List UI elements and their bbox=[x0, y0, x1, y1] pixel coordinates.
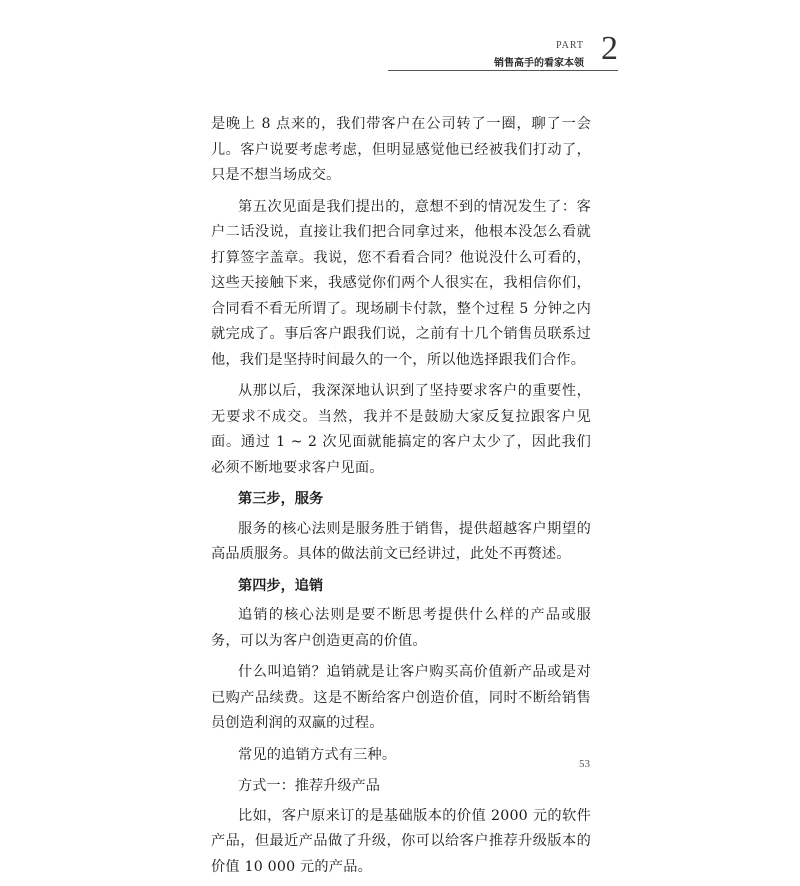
section-heading-step4: 第四步，追销 bbox=[238, 577, 324, 594]
running-header bbox=[358, 30, 618, 78]
paragraph-2: 第五次见面是我们提出的，意想不到的情况发生了：客户二话没说，直接让我们把合同拿过来，他根本没怎么看就打算签字盖章。我说，您不看看合同？他说没什么可看的，这些天接触下来，我感觉你们两个人很实在，我相信你们，合同看不看无所谓了。现场刷卡付款，整个过程 5 分钟之内就完成了。事后客户跟我们说，之前有十几个销售员联系过他，我们是坚持时间最久的一个，所以他选择跟我们合作。 bbox=[211, 198, 591, 368]
page-number: 53 bbox=[579, 758, 590, 770]
body-text bbox=[211, 112, 591, 886]
method-one-heading: 方式一：推荐升级产品 bbox=[238, 778, 380, 794]
part-number: 2 bbox=[601, 30, 618, 67]
paragraph-6: 什么叫追销？追销就是让客户购买高价值新产品或是对已购产品续费。这是不断给客户创造价值，同时不断给销售员创造利润的双赢的过程。 bbox=[211, 664, 591, 731]
header-divider bbox=[388, 70, 618, 71]
paragraph-3: 从那以后，我深深地认识到了坚持要求客户的重要性，无要求不成交。当然，我并不是鼓励大家反复拉跟客户见面。通过 1 ~ 2 次见面就能搞定的客户太少了，因此我们必须不断地要求客户见面。 bbox=[211, 383, 591, 476]
paragraph-7: 常见的追销方式有三种。 bbox=[238, 746, 397, 763]
part-label: PART bbox=[555, 40, 584, 51]
paragraph-8: 比如，客户原来订的是基础版本的价值 2000 元的软件产品，但最近产品做了升级，你可以给客户推荐升级版本的价值 10 000 元的产品。 bbox=[211, 807, 591, 875]
paragraph-4: 服务的核心法则是服务胜于销售，提供超越客户期望的高品质服务。具体的做法前文已经讲过，此处不再赘述。 bbox=[211, 520, 591, 562]
section-heading-step3: 第三步，服务 bbox=[238, 491, 324, 507]
paragraph-5: 追销的核心法则是要不断思考提供什么样的产品或服务，可以为客户创造更高的价值。 bbox=[211, 607, 591, 649]
chapter-title: 销售高手的看家本领 bbox=[494, 58, 584, 69]
paragraph-1: 是晚上 8 点来的，我们带客户在公司转了一圈，聊了一会儿。客户说要考虑考虑，但明显感觉他已经被我们打动了，只是不想当场成交。 bbox=[211, 116, 591, 183]
